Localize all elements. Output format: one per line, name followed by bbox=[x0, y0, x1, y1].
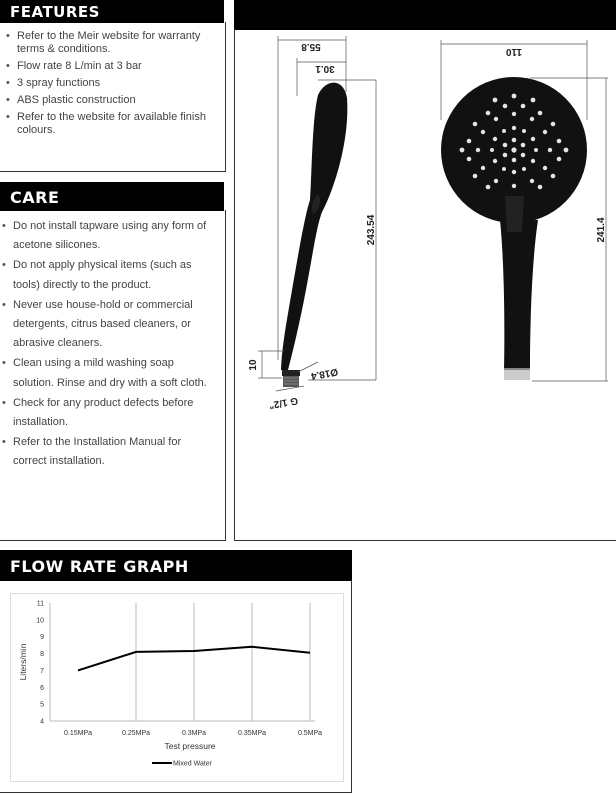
care-item: • Do not apply physical items (such as tools) directly to the product. bbox=[2, 256, 214, 294]
dim-g-1-2: G 1/2" bbox=[268, 394, 299, 411]
care-item: • Do not install tapware using any form of acetone silicones. bbox=[2, 217, 214, 255]
dim-110: 110 bbox=[505, 46, 523, 57]
y-axis-label: Liters/min bbox=[18, 643, 28, 681]
x-tick-label: 0.3MPa bbox=[181, 730, 207, 737]
y-tick-label: 8 bbox=[40, 651, 44, 659]
legend-label-mixed-water: Mixed Water bbox=[173, 760, 213, 768]
graph-heading: FLOW RATE GRAPH bbox=[10, 557, 189, 576]
x-tick-label: 0.25MPa bbox=[121, 730, 151, 737]
feature-item: • Refer to the Meir website for warranty terms & conditions. bbox=[6, 30, 216, 56]
chart-frame bbox=[11, 594, 344, 782]
dim-55-8: 55.8 bbox=[301, 41, 321, 52]
dim-241-4: 241.4 bbox=[596, 217, 607, 243]
x-tick-label: 0.5MPa bbox=[297, 730, 323, 737]
shower-front-view bbox=[441, 77, 587, 380]
dim-10: 10 bbox=[248, 359, 259, 371]
feature-item: • ABS plastic construction bbox=[6, 94, 216, 107]
feature-item: • 3 spray functions bbox=[6, 77, 216, 90]
y-tick-label: 5 bbox=[40, 701, 44, 709]
shower-side-view bbox=[281, 83, 347, 387]
feature-item: • Refer to the website for available finish colours. bbox=[6, 111, 216, 137]
y-tick-label: 7 bbox=[40, 667, 44, 675]
y-tick-label: 4 bbox=[40, 718, 44, 726]
care-item: • Check for any product defects before installation. bbox=[2, 394, 214, 432]
graph-header bbox=[0, 550, 352, 581]
care-item: • Clean using a mild washing soap solution. Rinse and dry with a soft cloth. bbox=[2, 354, 214, 392]
y-tick-label: 6 bbox=[40, 684, 44, 692]
x-tick-label: 0.15MPa bbox=[63, 730, 93, 737]
dim-243-54: 243.54 bbox=[366, 214, 377, 246]
care-heading: CARE bbox=[10, 188, 60, 207]
x-axis-label: Test pressure bbox=[164, 741, 216, 751]
features-heading: FEATURES bbox=[10, 3, 100, 21]
dim-18-4: Ø18.4 bbox=[310, 365, 339, 382]
y-tick-label: 9 bbox=[40, 634, 44, 642]
y-tick-label: 10 bbox=[36, 617, 44, 625]
care-item: • Never use house-hold or commercial detergents, citrus based cleaners, or abrasive cleaners. bbox=[2, 296, 214, 354]
care-item: • Refer to the Installation Manual for correct installation. bbox=[2, 433, 214, 471]
x-tick-label: 0.35MPa bbox=[237, 730, 267, 737]
flow-rate-chart bbox=[10, 593, 344, 782]
feature-item: • Flow rate 8 L/min at 3 bar bbox=[6, 60, 216, 73]
dim-30-1: 30.1 bbox=[315, 63, 335, 74]
y-tick-label: 11 bbox=[36, 600, 44, 608]
